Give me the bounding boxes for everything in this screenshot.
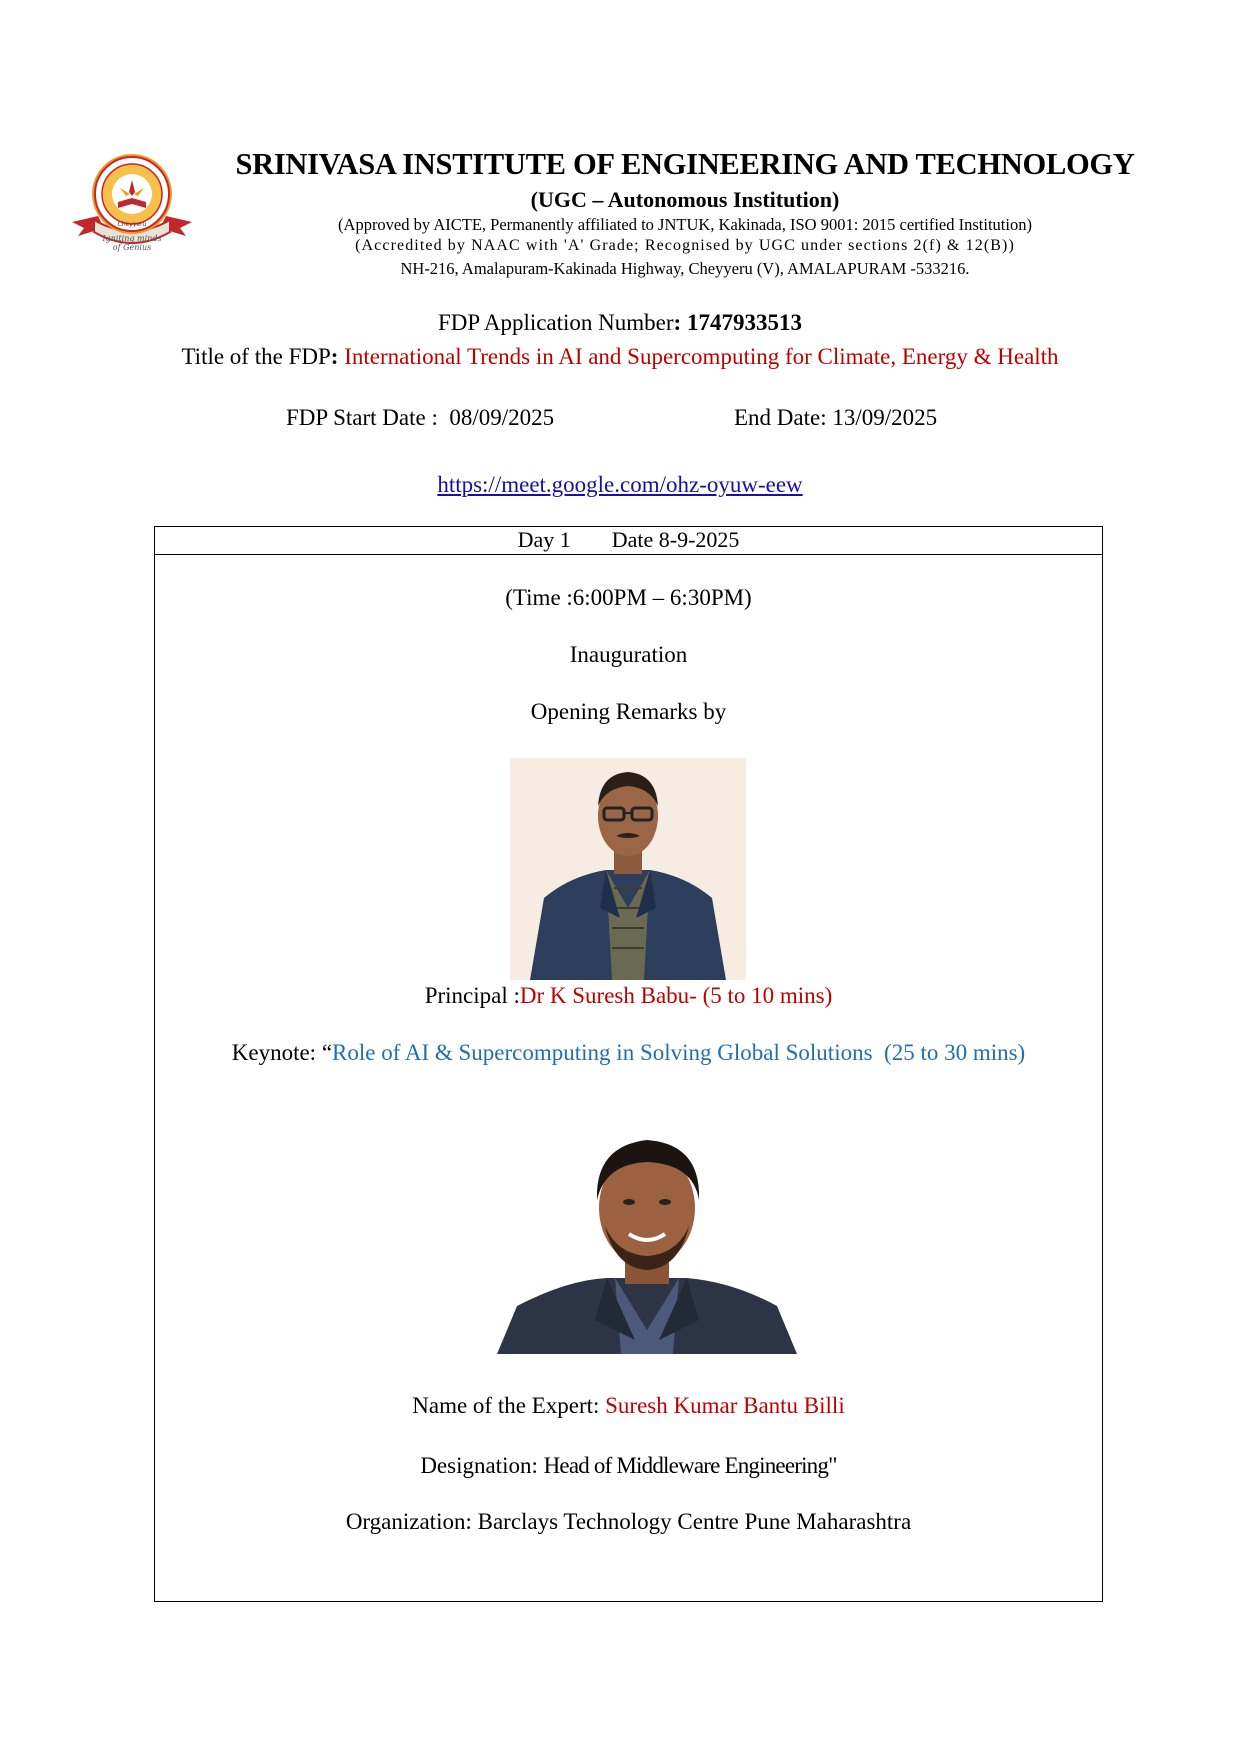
application-colon: :: [673, 310, 687, 335]
schedule-table: [154, 526, 1103, 1602]
expert-name: Suresh Kumar Bantu Billi: [605, 1393, 845, 1418]
keynote-label: Keynote: “: [231, 1040, 333, 1065]
logo-place: Cheyyeru: [117, 221, 147, 228]
meet-link[interactable]: https://meet.google.com/ohz-oyuw-eew: [437, 472, 803, 497]
principal-duration: - (5 to 10 mins): [689, 983, 833, 1008]
opening-remarks: Opening Remarks by: [530, 699, 727, 724]
principal-photo: [510, 758, 746, 980]
end-date: [734, 405, 937, 431]
organization-value: Barclays Technology Centre Pune Maharashtra: [477, 1509, 912, 1534]
designation-value: Head of Middleware Engineering": [543, 1453, 837, 1478]
day-header-row: [155, 527, 1102, 555]
expert-label: Name of the Expert:: [412, 1393, 606, 1418]
fdp-title-line: [100, 344, 1140, 370]
fdp-title-label: Title of the FDP: [181, 344, 331, 369]
institute-logo: [68, 150, 196, 260]
principal-name: Dr K Suresh Babu: [519, 983, 690, 1008]
start-date-value: 08/09/2025: [449, 405, 555, 430]
designation-label: Designation:: [420, 1453, 544, 1478]
start-date: [286, 405, 554, 431]
logo-motto: Igniting minds of Genius: [102, 234, 162, 252]
date-label: Date 8-9-2025: [611, 527, 740, 552]
session-event: Inauguration: [569, 642, 688, 667]
address-line: NH-216, Amalapuram-Kakinada Highway, Cheyyeru (V), AMALAPURAM -533216.: [400, 259, 970, 278]
application-number: 1747933513: [686, 310, 802, 335]
application-number-line: [100, 310, 1140, 336]
organization-line: [155, 1509, 1102, 1535]
end-date-value: 13/09/2025: [832, 405, 938, 430]
accreditation-line: (Accredited by NAAC with 'A' Grade; Recognised by UGC under sections 2(f) & 12(B)): [355, 237, 1015, 254]
start-date-label: FDP Start Date :: [286, 405, 438, 430]
principal-label: Principal :: [424, 983, 520, 1008]
application-label: FDP Application Number: [438, 310, 674, 335]
day-label: Day 1: [517, 527, 571, 552]
meet-link-line: [100, 472, 1140, 498]
institute-status: (UGC – Autonomous Institution): [530, 187, 840, 212]
end-date-label: End Date:: [734, 405, 827, 430]
organization-label: Organization:: [345, 1509, 478, 1534]
approval-line: (Approved by AICTE, Permanently affiliated to JNTUK, Kakinada, ISO 9001: 2015 certified Institution): [338, 215, 1032, 234]
institute-name: SRINIVASA INSTITUTE OF ENGINEERING AND TECHNOLOGY: [235, 147, 1135, 181]
designation-line: [155, 1453, 1102, 1479]
expert-line: [155, 1393, 1102, 1419]
fdp-title-colon: :: [330, 344, 345, 369]
keynote-title: Role of AI & Supercomputing in Solving Global Solutions (25 to 30 mins): [332, 1040, 1026, 1065]
session-time: (Time :6:00PM – 6:30PM): [505, 585, 752, 610]
keynote-line: [155, 1040, 1102, 1066]
fdp-title-value: International Trends in AI and Supercomputing for Climate, Energy & Health: [344, 344, 1059, 369]
principal-line: [155, 983, 1102, 1009]
expert-photo: [497, 1130, 797, 1354]
